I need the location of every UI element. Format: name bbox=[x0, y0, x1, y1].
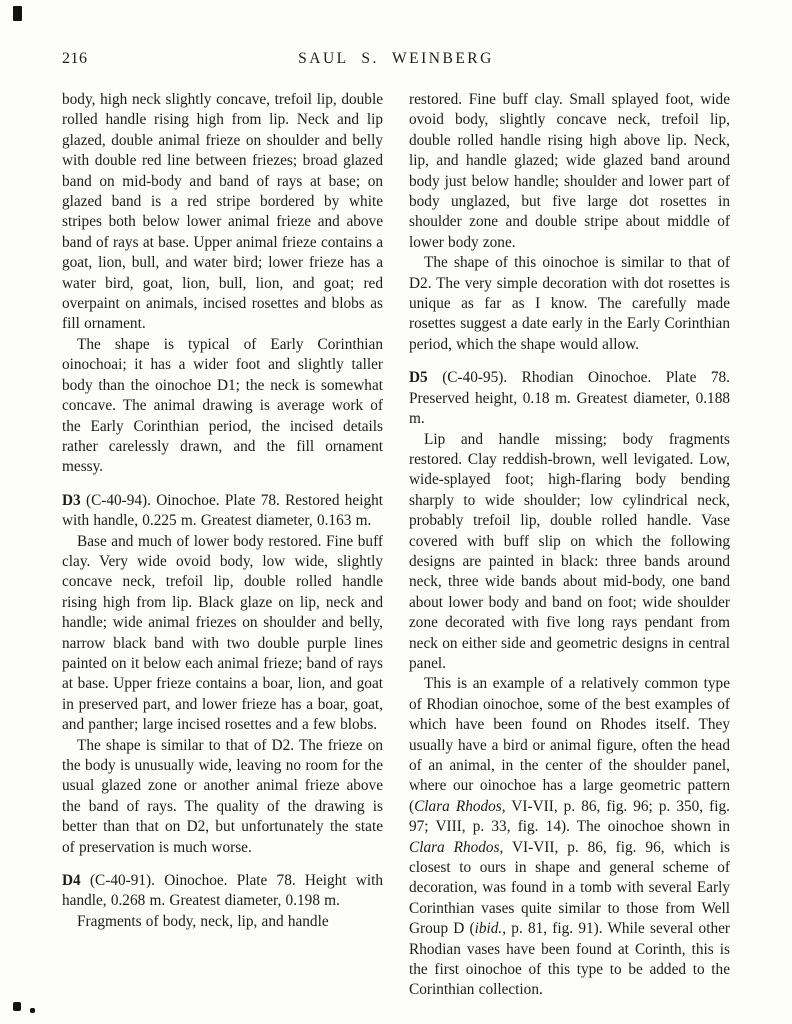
continued-paragraph bbox=[62, 90, 383, 335]
text-segment: , VI-VII, p. 86, fig. 96; p. 350, fig. 97; VIII, p. 33, fig. 14). The oinochoe shown in bbox=[409, 797, 730, 836]
text-segment: Clara Rhodos bbox=[414, 797, 502, 815]
text-segment: The shape of this oinochoe is similar to that of D2. The very simple decoration with dot rosettes is unique as far as I know. The carefully made rosettes suggest a date early in the Early Corinthian period, which the shape would allow. bbox=[409, 254, 730, 353]
text-segment: , p. 81, fig. 91). While several other Rhodian vases have been found at Corinth, this is the first oinochoe of this type to be added to the Corinthian collection. bbox=[409, 920, 730, 999]
text-segment: Lip and handle missing; body fragments restored. Clay reddish-brown, well levigated. Low, wide-splayed foot; high-flaring body bending sharply to wide shoulder; low cylindrical neck, probably trefoil lip, double rolled handle. Vase covered with buff slip on which the following designs are painted in black: three bands around neck, three wide bands about mid-body, one band about lower body and band on foot; wide shoulder zone decorated with five long rays pendant from neck on either side and geometric designs in central panel. bbox=[409, 430, 730, 672]
catalog-entry-d4 bbox=[62, 871, 383, 912]
text-segment: The shape is typical of Early Corinthian oinochoai; it has a wider foot and slightly taller body than the oinochoe D1; the neck is somewhat concave. The animal drawing is average work of the Early Corinthian period, the incised details rather carelessly drawn, and the fill ornament messy. bbox=[62, 335, 383, 476]
text-segment: The shape is similar to that of D2. The frieze on the body is unusually wide, leaving no room for the usual glazed zone or another animal frieze above the band of rays. The quality of the drawing is better than that on D2, but unfortunately the state of preservation is much worse. bbox=[62, 736, 383, 856]
catalog-entry-d5 bbox=[409, 368, 730, 429]
page-header bbox=[62, 48, 730, 74]
text-segment: ibid. bbox=[474, 920, 503, 938]
shape-discussion-paragraph bbox=[62, 335, 383, 478]
text-segment: Clara Rhodos bbox=[409, 838, 500, 856]
entry-d3-discussion bbox=[62, 736, 383, 858]
text-segment: , VI-VII, p. 86, fig. 96, which is closest to ours in shape and general scheme of decoration, was found in a tomb with several Early Corinthian vases quite similar to those from Well Group D ( bbox=[409, 838, 730, 938]
entry-d5-description bbox=[409, 430, 730, 675]
entry-d3-description bbox=[62, 532, 383, 736]
right-column bbox=[409, 90, 730, 1001]
text-columns bbox=[62, 90, 730, 1001]
text-segment: This is an example of a relatively common type of Rhodian oinochoe, some of the best examples of which have been found on Rhodes itself. They usually have a bird or animal figure, often the head of an animal, in the center of the shoulder panel, where our oinochoe has a large geometric pattern ( bbox=[409, 675, 730, 815]
text-segment: Base and much of lower body restored. Fine buff clay. Very wide ovoid body, low wide, slightly concave neck, trefoil lip, double rolled handle rising high from lip. Black glaze on lip, neck and handle; wide animal friezes on shoulder and belly, narrow black band with two double purple lines painted on it below each animal frieze; band of rays at base. Upper frieze contains a boar, lion, and goat in preserved part, and lower frieze has a boar, goat, and panther; large incised rosettes and a few blobs. bbox=[62, 532, 383, 734]
text-segment: (C-40-94). Oinochoe. Plate 78. Restored height with handle, 0.225 m. Greatest diameter, 0.163 m. bbox=[62, 491, 383, 530]
entry-d4-discussion bbox=[409, 253, 730, 355]
text-segment: restored. Fine buff clay. Small splayed foot, wide ovoid body, slightly concave neck, trefoil lip, double rolled handle rising high above lip. Neck, lip, and handle glazed; wide glazed band around body just below handle; shoulder and lower part of body unglazed, but five large dot rosettes in shoulder zone and double stripe about middle of lower body zone. bbox=[409, 91, 730, 251]
text-segment: body, high neck slightly concave, trefoil lip, double rolled handle rising high from lip. Neck and lip glazed, double animal frieze on shoulder and belly with double red line between friezes; broad glazed band on mid-body and band of rays at base; on glazed band is a red stripe bordered by white stripes both below lower animal frieze and above band of rays at base. Upper animal frieze contains a goat, lion, bull, and water bird; lower frieze has a water bird, goat, lion, bull, lion, and goat; red overpaint on animals, incised rosettes and blobs as fill ornament. bbox=[62, 91, 383, 333]
running-title: SAUL S. WEINBERG bbox=[298, 50, 494, 67]
entry-d4-description-start bbox=[62, 912, 383, 932]
catalog-entry-d3 bbox=[62, 491, 383, 532]
left-column bbox=[62, 90, 383, 1001]
entry-label: D5 bbox=[409, 369, 428, 387]
entry-label: D3 bbox=[62, 491, 81, 509]
entry-label: D4 bbox=[62, 872, 81, 890]
text-segment: (C-40-91). Oinochoe. Plate 78. Height with handle, 0.268 m. Greatest diameter, 0.198 m. bbox=[62, 872, 383, 910]
entry-d5-discussion bbox=[409, 674, 730, 1001]
entry-d4-description-continued bbox=[409, 90, 730, 253]
page-number: 216 bbox=[62, 50, 88, 67]
text-segment: (C-40-95). Rhodian Oinochoe. Plate 78. Preserved height, 0.18 m. Greatest diameter, 0.188 m. bbox=[409, 369, 730, 428]
text-segment: Fragments of body, neck, lip, and handle bbox=[77, 912, 329, 930]
